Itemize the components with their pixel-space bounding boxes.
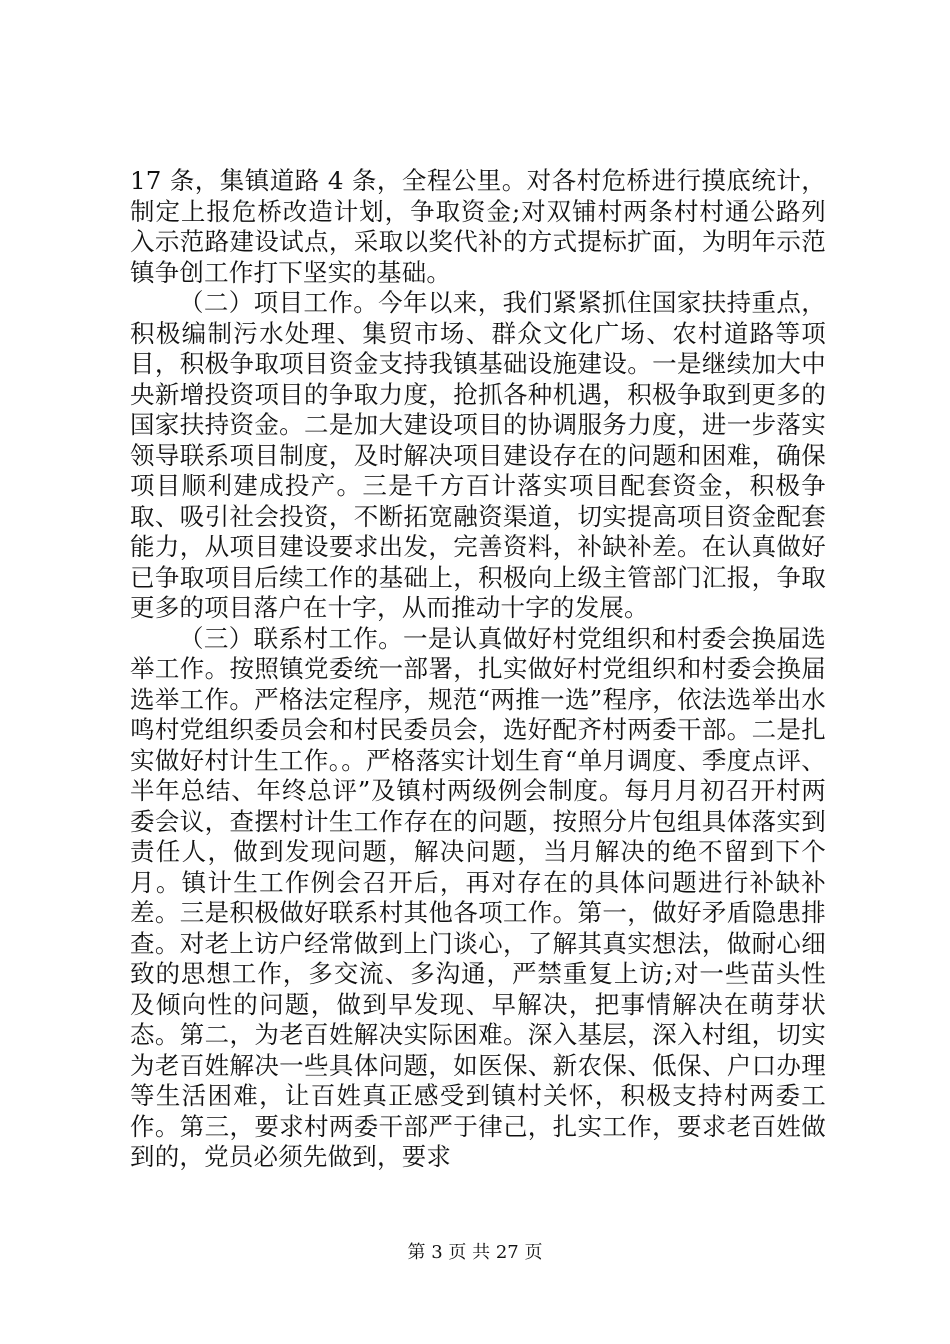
paragraph-project-work: （二）项目工作。今年以来，我们紧紧抓住国家扶持重点，积极编制污水处理、集贸市场、群众文化广场、农村道路等项目，积极争取项目资金支持我镇基础设施建设。一是继续加大中央新增投资项目的争取力度，抢抓各种机遇，积极争取到更多的国家扶持资金。二是加大建设项目的协调服务力度，进一步落实领导联系项目制度，及时解决项目建设存在的问题和困难，确保项目顺利建成投产。三是千方百计落实项目配套资金，积极争取、吸引社会投资，不断拓宽融资渠道，切实提高项目资金配套能力，从项目建设要求出发，完善资料，补缺补差。在认真做好已争取项目后续工作的基础上，积极向上级主管部门汇报，争取更多的项目落户在十字，从而推动十字的发展。	[130, 288, 826, 622]
page-footer	[0, 1242, 950, 1264]
paragraph-village-work: （三）联系村工作。一是认真做好村党组织和村委会换届选举工作。按照镇党委统一部署，扎实做好村党组织和村委会换届选举工作。严格法定程序，规范“两推一选”程序，依法选举出水鸣村党组织委员会和村民委员会，选好配齐村两委干部。二是扎实做好村计生工作。。严格落实计划生育“单月调度、季度点评、半年总结、年终总评”及镇村两级例会制度。每月月初召开村两委会议，查摆村计生工作存在的问题，按照分片包组具体落实到责任人，做到发现问题，解决问题，当月解决的绝不留到下个月。镇计生工作例会召开后，再对存在的具体问题进行补缺补差。三是积极做好联系村其他各项工作。第一，做好矛盾隐患排查。对老上访户经常做到上门谈心，了解其真实想法，做耐心细致的思想工作，多交流、多沟通，严禁重复上访;对一些苗头性及倾向性的问题，做到早发现、早解决，把事情解决在萌芽状态。第二，为老百姓解决实际困难。深入基层，深入村组，切实为老百姓解决一些具体问题，如医保、新农保、低保、户口办理等生活困难，让百姓真正感受到镇村关怀，积极支持村两委工作。第三，要求村两委干部严于律己，扎实工作，要求老百姓做到的，党员必须先做到，要求	[130, 623, 826, 1171]
document-body	[130, 166, 826, 1173]
page-number-label: 第 3 页 共 27 页	[407, 1242, 543, 1263]
paragraph-continuation: 17 条，集镇道路 4 条，全程公里。对各村危桥进行摸底统计，制定上报危桥改造计划，争取资金;对双铺村两条村村通公路列入示范路建设试点，采取以奖代补的方式提标扩面，为明年示范镇争创工作打下坚实的基础。	[130, 166, 826, 287]
